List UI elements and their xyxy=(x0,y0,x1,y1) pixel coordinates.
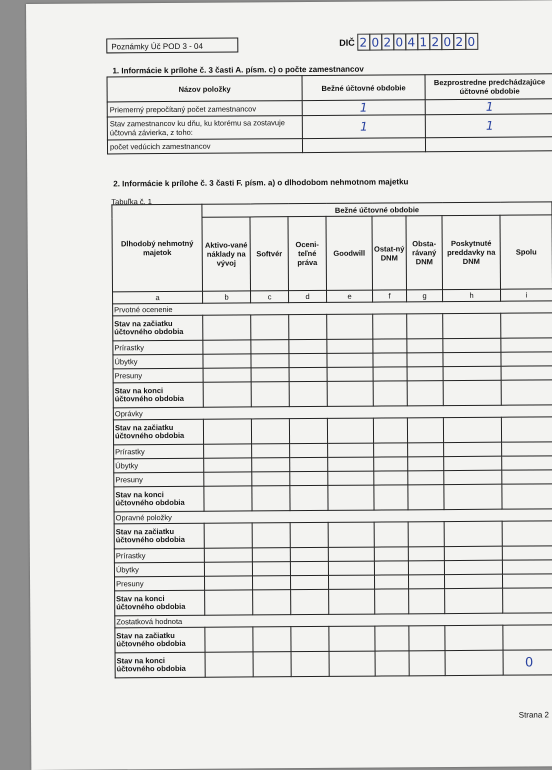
table-row xyxy=(107,114,552,140)
row-label: Stav na začiatku účtovného obdobia xyxy=(113,315,203,341)
value-cell xyxy=(291,626,329,651)
value-cell xyxy=(503,625,552,650)
col-letter: d xyxy=(289,290,327,302)
value-cell xyxy=(373,314,407,339)
value-cell xyxy=(444,521,502,546)
group-label: Opravné položky xyxy=(114,509,552,524)
value-cell xyxy=(252,562,290,576)
table-row xyxy=(115,650,552,678)
value-cell xyxy=(408,561,444,575)
value-cell xyxy=(444,442,502,456)
dic-digit: 0 xyxy=(465,33,478,50)
value-cell xyxy=(444,574,502,588)
value-cell xyxy=(289,314,327,339)
value-cell xyxy=(253,627,291,652)
value-cell xyxy=(501,313,552,338)
col-letter: f xyxy=(373,290,407,302)
dic-label: DIČ xyxy=(339,37,355,48)
col-letter: i xyxy=(501,289,552,301)
col-letter: c xyxy=(251,291,289,303)
value-cell xyxy=(205,590,253,615)
value-cell xyxy=(251,354,289,368)
value-cell xyxy=(328,443,374,457)
col-header: Oceni-teľné práva xyxy=(288,216,327,290)
value-cell xyxy=(253,590,291,615)
total-value: 0 xyxy=(503,650,552,675)
value-cell xyxy=(409,651,445,676)
col-header: Obsta-rávaný DNM xyxy=(406,216,443,290)
group-label: Oprávky xyxy=(113,405,552,420)
value-cell xyxy=(291,651,329,676)
value-cell xyxy=(203,315,251,340)
value-current: 1 xyxy=(302,115,425,139)
value-cell xyxy=(251,368,289,382)
value-cell xyxy=(252,458,290,472)
table-row xyxy=(113,380,552,408)
value-cell xyxy=(374,485,408,510)
value-cell xyxy=(501,352,552,366)
value-cell xyxy=(205,627,253,652)
row-label: Úbytky xyxy=(113,354,203,369)
value-cell xyxy=(444,456,502,470)
intangible-assets-table xyxy=(111,201,552,678)
value-cell xyxy=(204,562,252,576)
row-label: Stav na konci účtovného obdobia xyxy=(115,652,205,678)
dic-digit: 4 xyxy=(405,33,418,50)
dic-digit: 1 xyxy=(417,33,430,50)
row-label: Prírastky xyxy=(114,444,204,459)
value-cell xyxy=(373,381,407,406)
col-item: Dlhodobý nehmotný majetok xyxy=(112,204,203,292)
value-cell xyxy=(251,315,289,340)
value-cell xyxy=(443,417,501,442)
value-cell xyxy=(444,546,502,560)
col-previous: Bezprostredne predchádzajúce účtovné obdobie xyxy=(425,74,552,100)
group-header: Bežné účtovné obdobie xyxy=(202,202,552,217)
value-cell xyxy=(253,652,291,677)
group-label: Prvotné ocenenie xyxy=(113,301,552,316)
value-cell xyxy=(409,626,445,651)
value-cell xyxy=(501,417,552,442)
value-cell xyxy=(290,522,328,547)
dic-digit: 0 xyxy=(441,33,454,50)
value-cell xyxy=(290,575,328,589)
value-cell xyxy=(252,548,290,562)
value-cell xyxy=(443,352,501,366)
value-cell xyxy=(203,340,251,354)
row-label: Presuny xyxy=(114,472,204,487)
value-cell xyxy=(252,523,290,548)
value-cell xyxy=(502,574,552,588)
value-cell xyxy=(445,588,503,613)
value-cell xyxy=(443,338,501,352)
value-cell xyxy=(444,560,502,574)
value-cell xyxy=(204,444,252,458)
value-cell xyxy=(408,457,444,471)
col-header: Aktivo-vané náklady na vývoj xyxy=(202,217,251,291)
row-label: Stav na začiatku účtovného obdobia xyxy=(113,419,203,445)
dic-digit: 2 xyxy=(453,33,466,50)
value-cell xyxy=(502,470,552,484)
value-cell xyxy=(408,522,444,547)
value-cell xyxy=(443,313,501,338)
col-header: Ostat-ný DNM xyxy=(372,216,407,290)
row-label: Stav na konci účtovného obdobia xyxy=(115,590,205,616)
value-cell xyxy=(290,547,328,561)
value-cell xyxy=(374,457,408,471)
value-cell xyxy=(408,443,444,457)
value-cell xyxy=(445,650,503,675)
value-cell xyxy=(290,457,328,471)
value-cell xyxy=(407,353,443,367)
value-cell xyxy=(290,471,328,485)
value-cell xyxy=(501,338,552,352)
value-cell xyxy=(204,548,252,562)
row-label: Presuny xyxy=(113,368,203,383)
value-cell xyxy=(375,589,409,614)
table-row xyxy=(115,588,552,616)
col-letter: g xyxy=(407,290,443,302)
value-cell xyxy=(408,575,444,589)
value-cell xyxy=(205,652,253,677)
value-cell xyxy=(204,576,252,590)
value-cell xyxy=(443,366,501,380)
page-number: Strana 2 xyxy=(518,710,550,720)
col-letter: e xyxy=(327,290,373,302)
row-label: Prírastky xyxy=(113,340,203,355)
row-label: Úbytky xyxy=(114,458,204,473)
value-cell xyxy=(374,575,408,589)
value-cell xyxy=(375,651,409,676)
value-cell xyxy=(289,367,327,381)
row-label: Stav na začiatku účtovného obdobia xyxy=(114,523,204,549)
value-cell xyxy=(289,418,327,443)
value-cell xyxy=(502,560,552,574)
col-letter: h xyxy=(443,289,501,301)
row-label: Prírastky xyxy=(114,548,204,563)
value-cell xyxy=(444,484,502,509)
value-cell xyxy=(327,418,373,443)
table-row xyxy=(114,521,552,549)
value-cell xyxy=(203,354,251,368)
value-cell xyxy=(289,381,327,406)
col-header: Spolu xyxy=(500,215,552,289)
col-letter: a xyxy=(113,291,203,304)
dic-digit: 2 xyxy=(381,33,394,50)
value-cell xyxy=(501,366,552,380)
value-cell xyxy=(374,522,408,547)
col-item: Názov položky xyxy=(107,76,302,102)
value-cell xyxy=(327,367,373,381)
value-cell xyxy=(373,339,407,353)
value-cell xyxy=(502,484,552,509)
value-cell xyxy=(374,471,408,485)
value-previous: 1 xyxy=(425,114,552,138)
value-cell xyxy=(328,561,374,575)
value-cell xyxy=(251,382,289,407)
dic-field xyxy=(339,33,478,51)
dic-digit: 0 xyxy=(369,34,382,51)
form-label: Poznámky Úč POD 3 - 04 xyxy=(106,38,238,54)
value-cell xyxy=(329,626,375,651)
value-current xyxy=(302,138,425,153)
value-cell xyxy=(252,486,290,511)
value-cell xyxy=(408,471,444,485)
value-cell xyxy=(408,485,444,510)
value-cell xyxy=(503,588,552,613)
dic-digit: 2 xyxy=(357,34,370,51)
value-previous: 1 xyxy=(425,99,552,115)
value-cell xyxy=(375,626,409,651)
value-cell xyxy=(327,314,373,339)
value-cell xyxy=(289,353,327,367)
value-cell xyxy=(409,589,445,614)
value-cell xyxy=(407,339,443,353)
col-header: Softvér xyxy=(250,217,289,291)
section1-title: 1. Informácie k prílohe č. 3 časti A. písm. c) o počte zamestnancov xyxy=(112,64,364,76)
col-current: Bežné účtovné obdobie xyxy=(302,75,425,101)
section2-title: 2. Informácie k prílohe č. 3 časti F. písm. a) o dlhodobom nehmotnom majetku xyxy=(113,177,409,189)
value-cell xyxy=(444,470,502,484)
value-cell xyxy=(203,382,251,407)
value-cell xyxy=(373,367,407,381)
value-cell xyxy=(374,561,408,575)
value-cell xyxy=(203,368,251,382)
table-row xyxy=(113,417,552,445)
value-cell xyxy=(251,419,289,444)
row-label: Stav zamestnancov ku dňu, ku ktorému sa zostavuje účtovná závierka, z toho: xyxy=(107,116,302,140)
value-previous xyxy=(425,137,552,152)
value-current: 1 xyxy=(302,100,425,116)
value-cell xyxy=(374,443,408,457)
table-row xyxy=(114,484,552,512)
value-cell xyxy=(329,589,375,614)
document-page xyxy=(26,0,552,770)
value-cell xyxy=(328,471,374,485)
row-label: Stav na začiatku účtovného obdobia xyxy=(115,627,205,653)
value-cell xyxy=(251,340,289,354)
col-header: Goodwill xyxy=(326,216,373,290)
value-cell xyxy=(252,444,290,458)
value-cell xyxy=(374,547,408,561)
value-cell xyxy=(204,458,252,472)
value-cell xyxy=(373,353,407,367)
value-cell xyxy=(443,380,501,405)
value-cell xyxy=(445,625,503,650)
value-cell xyxy=(408,547,444,561)
value-cell xyxy=(329,651,375,676)
value-cell xyxy=(290,485,328,510)
row-label: Stav na konci účtovného obdobia xyxy=(114,486,204,512)
row-label: Stav na konci účtovného obdobia xyxy=(113,382,203,408)
value-cell xyxy=(327,353,373,367)
value-cell xyxy=(291,589,329,614)
value-cell xyxy=(252,472,290,486)
value-cell xyxy=(328,547,374,561)
table-row xyxy=(113,313,552,341)
row-label: počet vedúcich zamestnancov xyxy=(107,139,302,154)
value-cell xyxy=(502,456,552,470)
value-cell xyxy=(204,486,252,511)
dic-digit: 0 xyxy=(393,33,406,50)
row-label: Presuny xyxy=(115,576,205,591)
value-cell xyxy=(290,443,328,457)
table-row xyxy=(107,137,552,154)
value-cell xyxy=(204,472,252,486)
group-label: Zostatková hodnota xyxy=(115,613,552,628)
row-label: Úbytky xyxy=(114,562,204,577)
value-cell xyxy=(252,576,290,590)
value-cell xyxy=(328,457,374,471)
table-caption: Tabuľka č. 1 xyxy=(111,197,152,207)
value-cell xyxy=(407,314,443,339)
value-cell xyxy=(290,561,328,575)
value-cell xyxy=(204,523,252,548)
col-letter: b xyxy=(203,291,251,303)
row-label: Priemerný prepočítaný počet zamestnancov xyxy=(107,101,302,117)
dic-digit: 2 xyxy=(429,33,442,50)
value-cell xyxy=(407,418,443,443)
value-cell xyxy=(407,367,443,381)
value-cell xyxy=(328,575,374,589)
employees-table xyxy=(107,73,552,154)
value-cell xyxy=(502,521,552,546)
value-cell xyxy=(328,522,374,547)
value-cell xyxy=(327,381,373,406)
value-cell xyxy=(327,339,373,353)
value-cell xyxy=(502,546,552,560)
value-cell xyxy=(328,485,374,510)
col-header: Poskytnuté preddavky na DNM xyxy=(442,215,501,289)
value-cell xyxy=(501,380,552,405)
table-row xyxy=(115,625,552,653)
value-cell xyxy=(407,381,443,406)
value-cell xyxy=(203,419,251,444)
value-cell xyxy=(289,339,327,353)
value-cell xyxy=(502,442,552,456)
value-cell xyxy=(373,418,407,443)
